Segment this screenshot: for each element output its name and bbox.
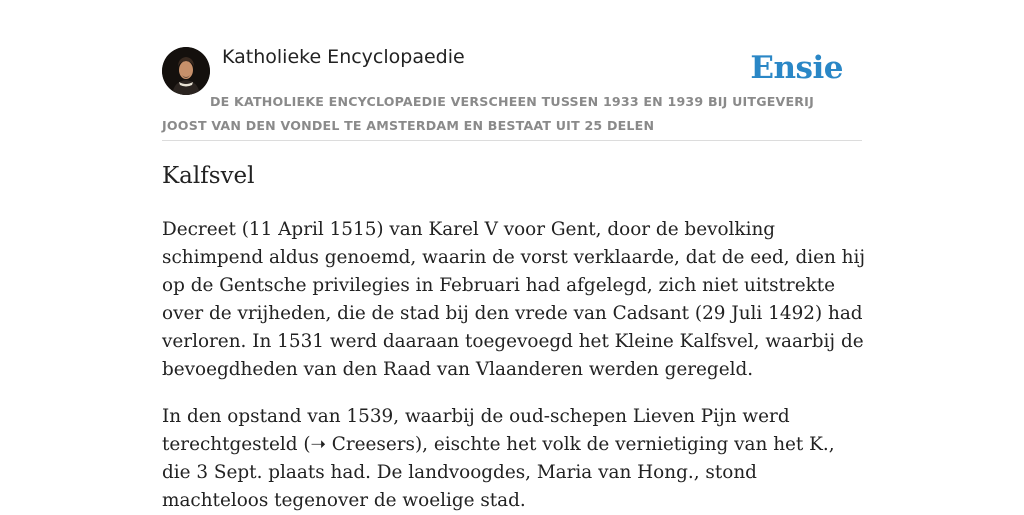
site-header bbox=[162, 0, 862, 141]
article-paragraph: In den opstand van 1539, waarbij de oud-schepen Lieven Pijn werd terechtgesteld (➝ Creesers), eischte het volk de vernietiging van het K., die 3 Sept. plaats had. De landvoogdes, Maria van Hong., stond machteloos tegenover de woelige stad. bbox=[162, 406, 835, 511]
page-container bbox=[162, 0, 866, 511]
article-title: Kalfsvel bbox=[162, 163, 255, 189]
site-tagline: DE KATHOLIEKE ENCYCLOPAEDIE VERSCHEEN TUSSEN 1933 EN 1939 BIJ UITGEVERIJ JOOST VAN DEN VONDEL TE AMSTERDAM EN BESTAAT UIT 25 DELEN bbox=[162, 94, 814, 133]
avatar[interactable] bbox=[162, 47, 210, 95]
brand-logo[interactable]: Ensie bbox=[750, 50, 843, 86]
portrait-icon bbox=[162, 47, 210, 95]
article-paragraph: Decreet (11 April 1515) van Karel V voor Gent, door de bevolking schimpend aldus genoemd, waarin de vorst verklaarde, dat de eed, dien hij op de Gentsche privilegies in Februari had afgelegd, zich niet uitstrekte over de vrijheden, die de stad bij den vrede van Cadsant (29 Juli 1492) had verloren. In 1531 werd daaraan toegevoegd het Kleine Kalfsvel, waarbij de bevoegdheden van den Raad van Vlaanderen werden geregeld. bbox=[162, 219, 866, 380]
site-title[interactable]: Katholieke Encyclopaedie bbox=[222, 46, 465, 68]
